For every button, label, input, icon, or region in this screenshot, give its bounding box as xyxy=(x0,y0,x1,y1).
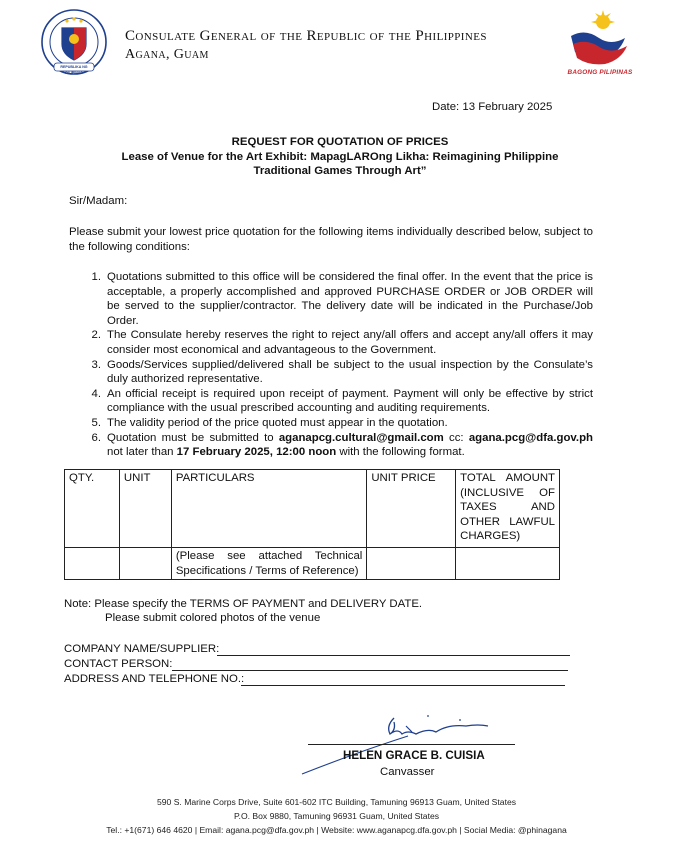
contact-field-line[interactable] xyxy=(172,670,568,671)
signature-line xyxy=(308,744,515,745)
seal-motto: REPUBLIKA NG PILIPINAS xyxy=(60,65,88,75)
deadline: 17 February 2025, 12:00 noon xyxy=(176,446,337,459)
quotation-table xyxy=(64,469,560,580)
cell-particulars: (Please see attached Technical Specifications / Terms of Reference) xyxy=(171,548,367,580)
date-line: Date: 13 February 2025 xyxy=(432,101,553,113)
rfq-heading: REQUEST FOR QUOTATION OF PRICES xyxy=(231,136,449,148)
address-field-line[interactable] xyxy=(241,685,565,686)
col-unit: UNIT xyxy=(119,470,171,548)
email-cultural: aganapcg.cultural@gmail.com xyxy=(278,431,444,444)
footer-contact: Tel.: +1(671) 646 4620 | Email: agana.pcg@dfa.gov.ph | Website: www.aganapcg.dfa.gov.ph | Social Media: @phinagana xyxy=(106,825,567,835)
company-label: COMPANY NAME/SUPPLIER: xyxy=(64,643,220,655)
intro-paragraph: Please submit your lowest price quotation for the following items individually described below, subject to the following conditions: xyxy=(69,226,593,253)
note-line1: Note: Please specify the TERMS OF PAYMENT and DELIVERY DATE. xyxy=(64,598,423,610)
cell-unit xyxy=(119,548,171,580)
company-field-line[interactable] xyxy=(217,655,570,656)
quotation-table-wrapper xyxy=(64,469,560,580)
address-label: ADDRESS AND TELEPHONE NO.: xyxy=(64,673,245,685)
signatory-name: HELEN GRACE B. CUISIA xyxy=(343,749,485,762)
title-block xyxy=(64,135,616,179)
bagong-pilipinas-text: BAGONG PILIPINAS xyxy=(567,69,633,76)
contact-label: CONTACT PERSON: xyxy=(64,658,173,670)
conditions-list xyxy=(91,270,593,460)
note-line2: Please submit colored photos of the venue xyxy=(105,612,321,624)
email-pcg: agana.pcg@dfa.gov.ph xyxy=(468,431,593,444)
condition-item: 1. Quotations submitted to this office will be considered the final offer. In the event that the price is acceptable, a properly accomplished and approved PURCHASE ORDER or JOB ORDER will be served to the supplier/contractor. The delivery date will be indicated in the Purchase/Job Order. xyxy=(91,271,593,327)
cell-total xyxy=(456,548,560,580)
col-unit-price: UNIT PRICE xyxy=(367,470,456,548)
salutation: Sir/Madam: xyxy=(69,195,128,207)
condition-item: 5. The validity period of the price quoted must appear in the quotation. xyxy=(91,416,448,429)
signatory-title: Canvasser xyxy=(380,766,435,778)
consulate-location: Agana, Guam xyxy=(125,47,209,62)
condition-item: 2. The Consulate hereby reserves the right to reject any/all offers and accept any/all offers it may consider most economical and advantageous to the Government. xyxy=(91,329,593,356)
footer-address: 590 S. Marine Corps Drive, Suite 601-602 ITC Building, Tamuning 96913 Guam, United States xyxy=(156,797,517,807)
philippine-seal-logo xyxy=(40,8,108,76)
rfq-subject-line2: Traditional Games Through Art” xyxy=(253,165,427,178)
condition-item: 4. An official receipt is required upon receipt of payment. Payment will only be effective by strict compliance with the usual prescribed accounting and auditing requirements. xyxy=(91,387,593,415)
footer-pobox: P.O. Box 9880, Tamuning 96931 Guam, United States xyxy=(233,811,440,821)
col-qty: QTY. xyxy=(65,470,120,548)
consulate-title: Consulate General of the Republic of the Philippines xyxy=(125,28,487,44)
cell-unit-price xyxy=(367,548,456,580)
condition-item: 3. Goods/Services supplied/delivered shall be subject to the usual inspection by the Consulate’s duly authorized representative. xyxy=(91,358,593,386)
col-total-amount: TOTAL AMOUNT (INCLUSIVE OF TAXES AND OTHER LAWFUL CHARGES) xyxy=(456,470,560,548)
rfq-subject-line1: Lease of Venue for the Art Exhibit: MapagLAROng Likha: Reimagining Philippine xyxy=(121,150,559,163)
bagong-pilipinas-logo xyxy=(565,8,635,78)
col-particulars: PARTICULARS xyxy=(171,470,367,548)
footer xyxy=(0,797,673,836)
cell-qty xyxy=(65,548,120,580)
table-row xyxy=(65,548,560,580)
table-header-row xyxy=(65,470,560,548)
condition-item-submission: 6. Quotation must be submitted to aganapcg.cultural@gmail.com cc: agana.pcg@dfa.gov.ph not later than 17 February 2025, 12:00 noon with the following format. xyxy=(91,431,593,459)
